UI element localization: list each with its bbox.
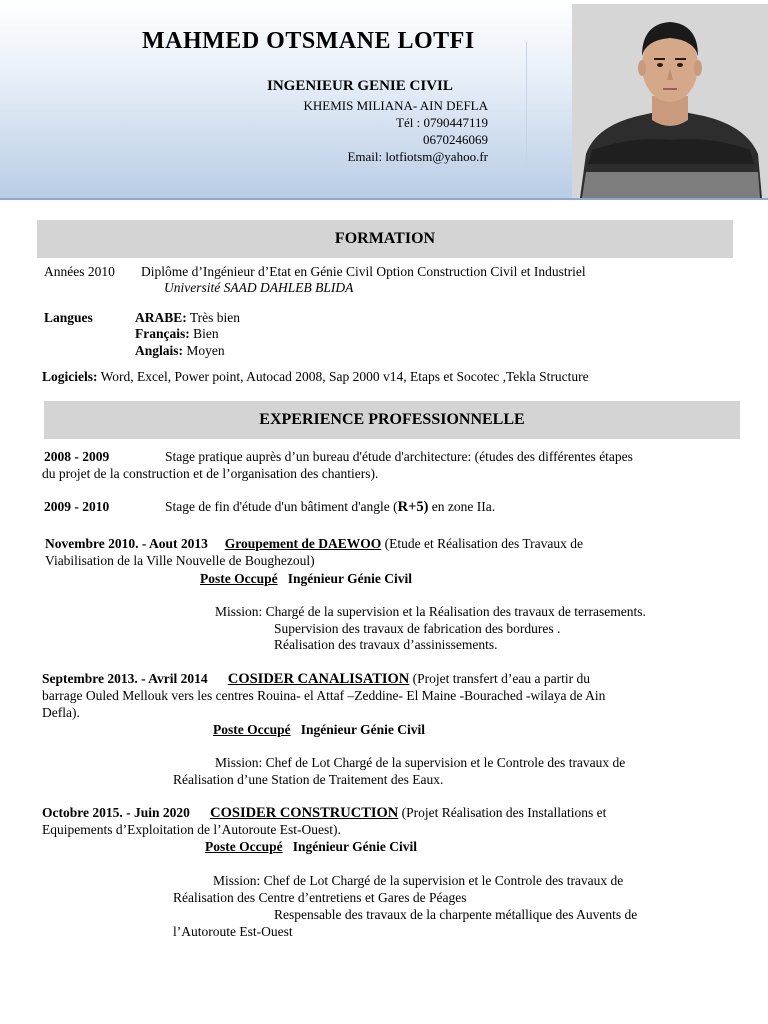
formation-diploma: Diplôme d’Ingénieur d’Etat en Génie Civil Option Construction Civil et Industriel: [141, 264, 586, 279]
job-title: INGENIEUR GENIE CIVIL: [267, 78, 453, 94]
formation-title: FORMATION: [334, 230, 436, 247]
experience-description: Defla).: [42, 705, 80, 720]
experience-text: en zone IIa.: [428, 499, 496, 514]
phone-secondary: 0670246069: [423, 132, 488, 147]
language-level: Moyen: [186, 343, 225, 358]
mission-line: Supervision des travaux de fabrication des bordures .: [274, 621, 561, 636]
mission-line: Mission: Chargé de la supervision et la Réalisation des travaux de terrasements.: [215, 604, 646, 619]
experience-period: Octobre 2015. - Juin 2020: [42, 805, 190, 820]
experience-description: (Projet transfert d’eau a partir du: [409, 671, 590, 686]
poste-label: Poste Occupé: [200, 571, 278, 586]
poste-label: Poste Occupé: [205, 839, 283, 854]
poste-line: [200, 570, 412, 587]
header-vertical-divider: [526, 42, 527, 172]
header-divider: [0, 198, 768, 200]
experience-heading: [42, 804, 606, 822]
email: Email: lotfiotsm@yahoo.fr: [347, 149, 488, 164]
poste-line: [205, 838, 417, 855]
language-name: ARABE:: [135, 310, 187, 325]
poste-line: [213, 721, 425, 738]
language-item: [135, 325, 219, 342]
formation-university: Université SAAD DAHLEB BLIDA: [164, 280, 354, 295]
phone: Tél : 0790447119: [396, 115, 488, 130]
mission-line: l’Autoroute Est-Ouest: [173, 924, 293, 939]
poste-label: Poste Occupé: [213, 722, 291, 737]
language-name: Français:: [135, 326, 190, 341]
experience-description: Equipements d’Exploitation de l’Autoroute Est-Ouest).: [42, 822, 341, 837]
experience-title: EXPERIENCE PROFESSIONNELLE: [259, 411, 525, 428]
language-level: Très bien: [189, 310, 241, 325]
experience-heading: [45, 535, 583, 552]
address: KHEMIS MILIANA- AIN DEFLA: [303, 98, 488, 113]
mission-line: Réalisation des travaux d’assinissements.: [274, 637, 498, 652]
logiciels-line: [42, 368, 589, 385]
profile-photo: [572, 4, 768, 198]
language-item: [135, 309, 240, 326]
formation-year: Années 2010: [44, 264, 115, 279]
poste-title: Ingénieur Génie Civil: [287, 571, 412, 586]
company-name: Groupement de DAEWOO: [224, 536, 382, 551]
experience-description: [165, 498, 495, 516]
poste-title: Ingénieur Génie Civil: [292, 839, 417, 854]
company-name: COSIDER CONSTRUCTION: [210, 805, 399, 821]
experience-period: Novembre 2010. - Aout 2013: [45, 536, 208, 551]
experience-period: Septembre 2013. - Avril 2014: [42, 671, 208, 686]
language-name: Anglais:: [135, 343, 184, 358]
mission-line: Réalisation d’une Station de Traitement des Eaux.: [173, 772, 444, 787]
portrait-image: [572, 4, 768, 198]
experience-description: du projet de la construction et de l’organisation des chantiers).: [42, 466, 379, 481]
logiciels-list: Word, Excel, Power point, Autocad 2008, Sap 2000 v14, Etaps et Socotec ,Tekla Structure: [100, 369, 589, 384]
experience-text: Stage de fin d'étude d'un bâtiment d'angle (: [165, 499, 398, 514]
poste-title: Ingénieur Génie Civil: [300, 722, 425, 737]
experience-description: (Projet Réalisation des Installations et: [398, 805, 607, 820]
formation-section-header: [37, 220, 733, 258]
mission-line: Respensable des travaux de la charpente métallique des Auvents de: [274, 907, 638, 922]
mission-line: Réalisation des Centre d’entretiens et Gares de Péages: [173, 890, 467, 905]
building-type: R+5): [397, 499, 429, 515]
experience-description: (Etude et Réalisation des Travaux de: [381, 536, 583, 551]
experience-section-header: [44, 401, 740, 439]
mission-line: Mission: Chef de Lot Chargé de la supervision et le Controle des travaux de: [213, 873, 624, 888]
experience-description: Stage pratique auprès d’un bureau d'étude d'architecture: (études des différentes étapes: [165, 449, 633, 464]
langues-label: Langues: [44, 310, 93, 325]
company-name: COSIDER CANALISATION: [227, 671, 410, 687]
experience-period: 2008 - 2009: [44, 449, 110, 464]
candidate-name: MAHMED OTSMANE LOTFI: [142, 28, 475, 54]
mission-line: Mission: Chef de Lot Chargé de la supervision et le Controle des travaux de: [215, 755, 626, 770]
experience-description: barrage Ouled Mellouk vers les centres Rouina- el Attaf –Zeddine- El Maine -Bourached -wilaya de Ain: [42, 688, 606, 703]
logiciels-label: Logiciels:: [42, 369, 98, 384]
experience-description: Viabilisation de la Ville Nouvelle de Boughezoul): [45, 553, 315, 568]
language-item: [135, 342, 225, 359]
language-level: Bien: [193, 326, 219, 341]
experience-period: 2009 - 2010: [44, 499, 110, 514]
experience-heading: [42, 670, 590, 688]
